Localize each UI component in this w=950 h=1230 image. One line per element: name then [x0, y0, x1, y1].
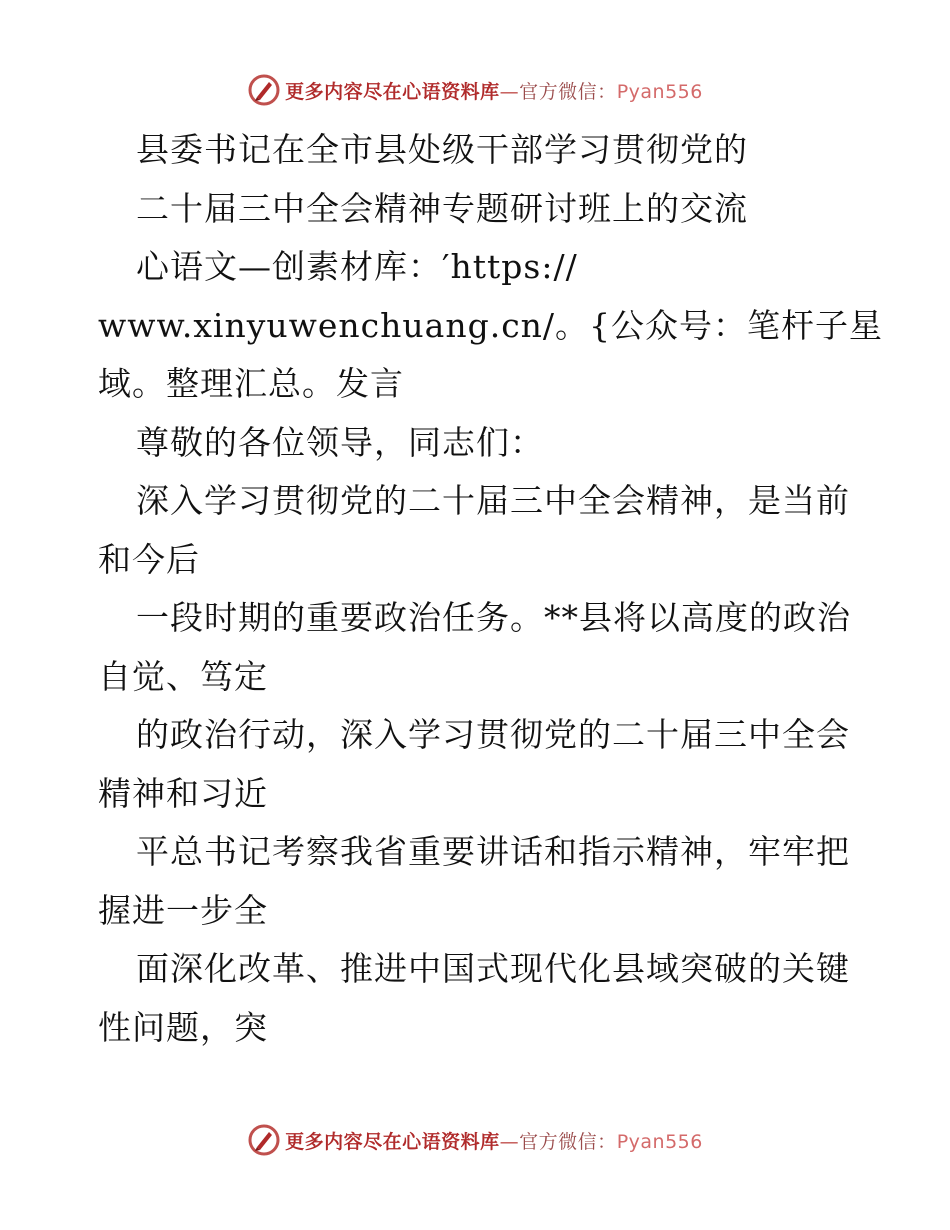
- text-line: 性问题，突: [98, 1007, 268, 1047]
- text-line: 握进一步全: [98, 890, 268, 930]
- text-line: 县委书记在全市县处级干部学习贯彻党的: [136, 130, 748, 169]
- watermark-brand: 更多内容尽在心语资料库: [285, 80, 500, 103]
- watermark-wechat-id: Pyan556: [616, 80, 703, 103]
- watermark-dash: —: [499, 80, 520, 103]
- pen-logo-icon: [247, 73, 281, 107]
- text-line: 的政治行动，深入学习贯彻党的二十届三中全会: [136, 715, 850, 754]
- text-line: 自觉、笃定: [98, 656, 268, 696]
- watermark-wechat-label: 官方微信：: [519, 1130, 617, 1153]
- pen-logo-icon: [247, 1123, 281, 1157]
- text-line: 深入学习贯彻党的二十届三中全会精神，是当前: [136, 481, 850, 520]
- text-line: 一段时期的重要政治任务。**县将以高度的政治: [136, 598, 851, 637]
- text-line: 尊敬的各位领导，同志们：: [136, 422, 544, 462]
- watermark-banner-bottom: [0, 1122, 950, 1158]
- text-line: 平总书记考察我省重要讲话和指示精神，牢牢把: [136, 832, 850, 871]
- text-line: 域。整理汇总。发言: [98, 364, 404, 403]
- text-line: 精神和习近: [98, 773, 268, 813]
- text-line: 和今后: [98, 539, 200, 579]
- watermark-brand: 更多内容尽在心语资料库: [285, 1130, 500, 1153]
- watermark-wechat-label: 官方微信：: [519, 80, 617, 103]
- document-body: [98, 121, 884, 1057]
- text-line: 面深化改革、推进中国式现代化县域突破的关键: [136, 949, 850, 988]
- watermark-wechat-id: Pyan556: [616, 1130, 703, 1153]
- watermark-dash: —: [499, 1130, 520, 1153]
- text-line: www.xinyuwenchuang.cn/。{公众号：笔杆子星: [98, 305, 884, 345]
- text-line: 二十届三中全会精神专题研讨班上的交流: [136, 188, 748, 228]
- watermark-banner-top: [0, 72, 950, 108]
- text-line: 心语文—创素材库：′https://: [136, 247, 578, 286]
